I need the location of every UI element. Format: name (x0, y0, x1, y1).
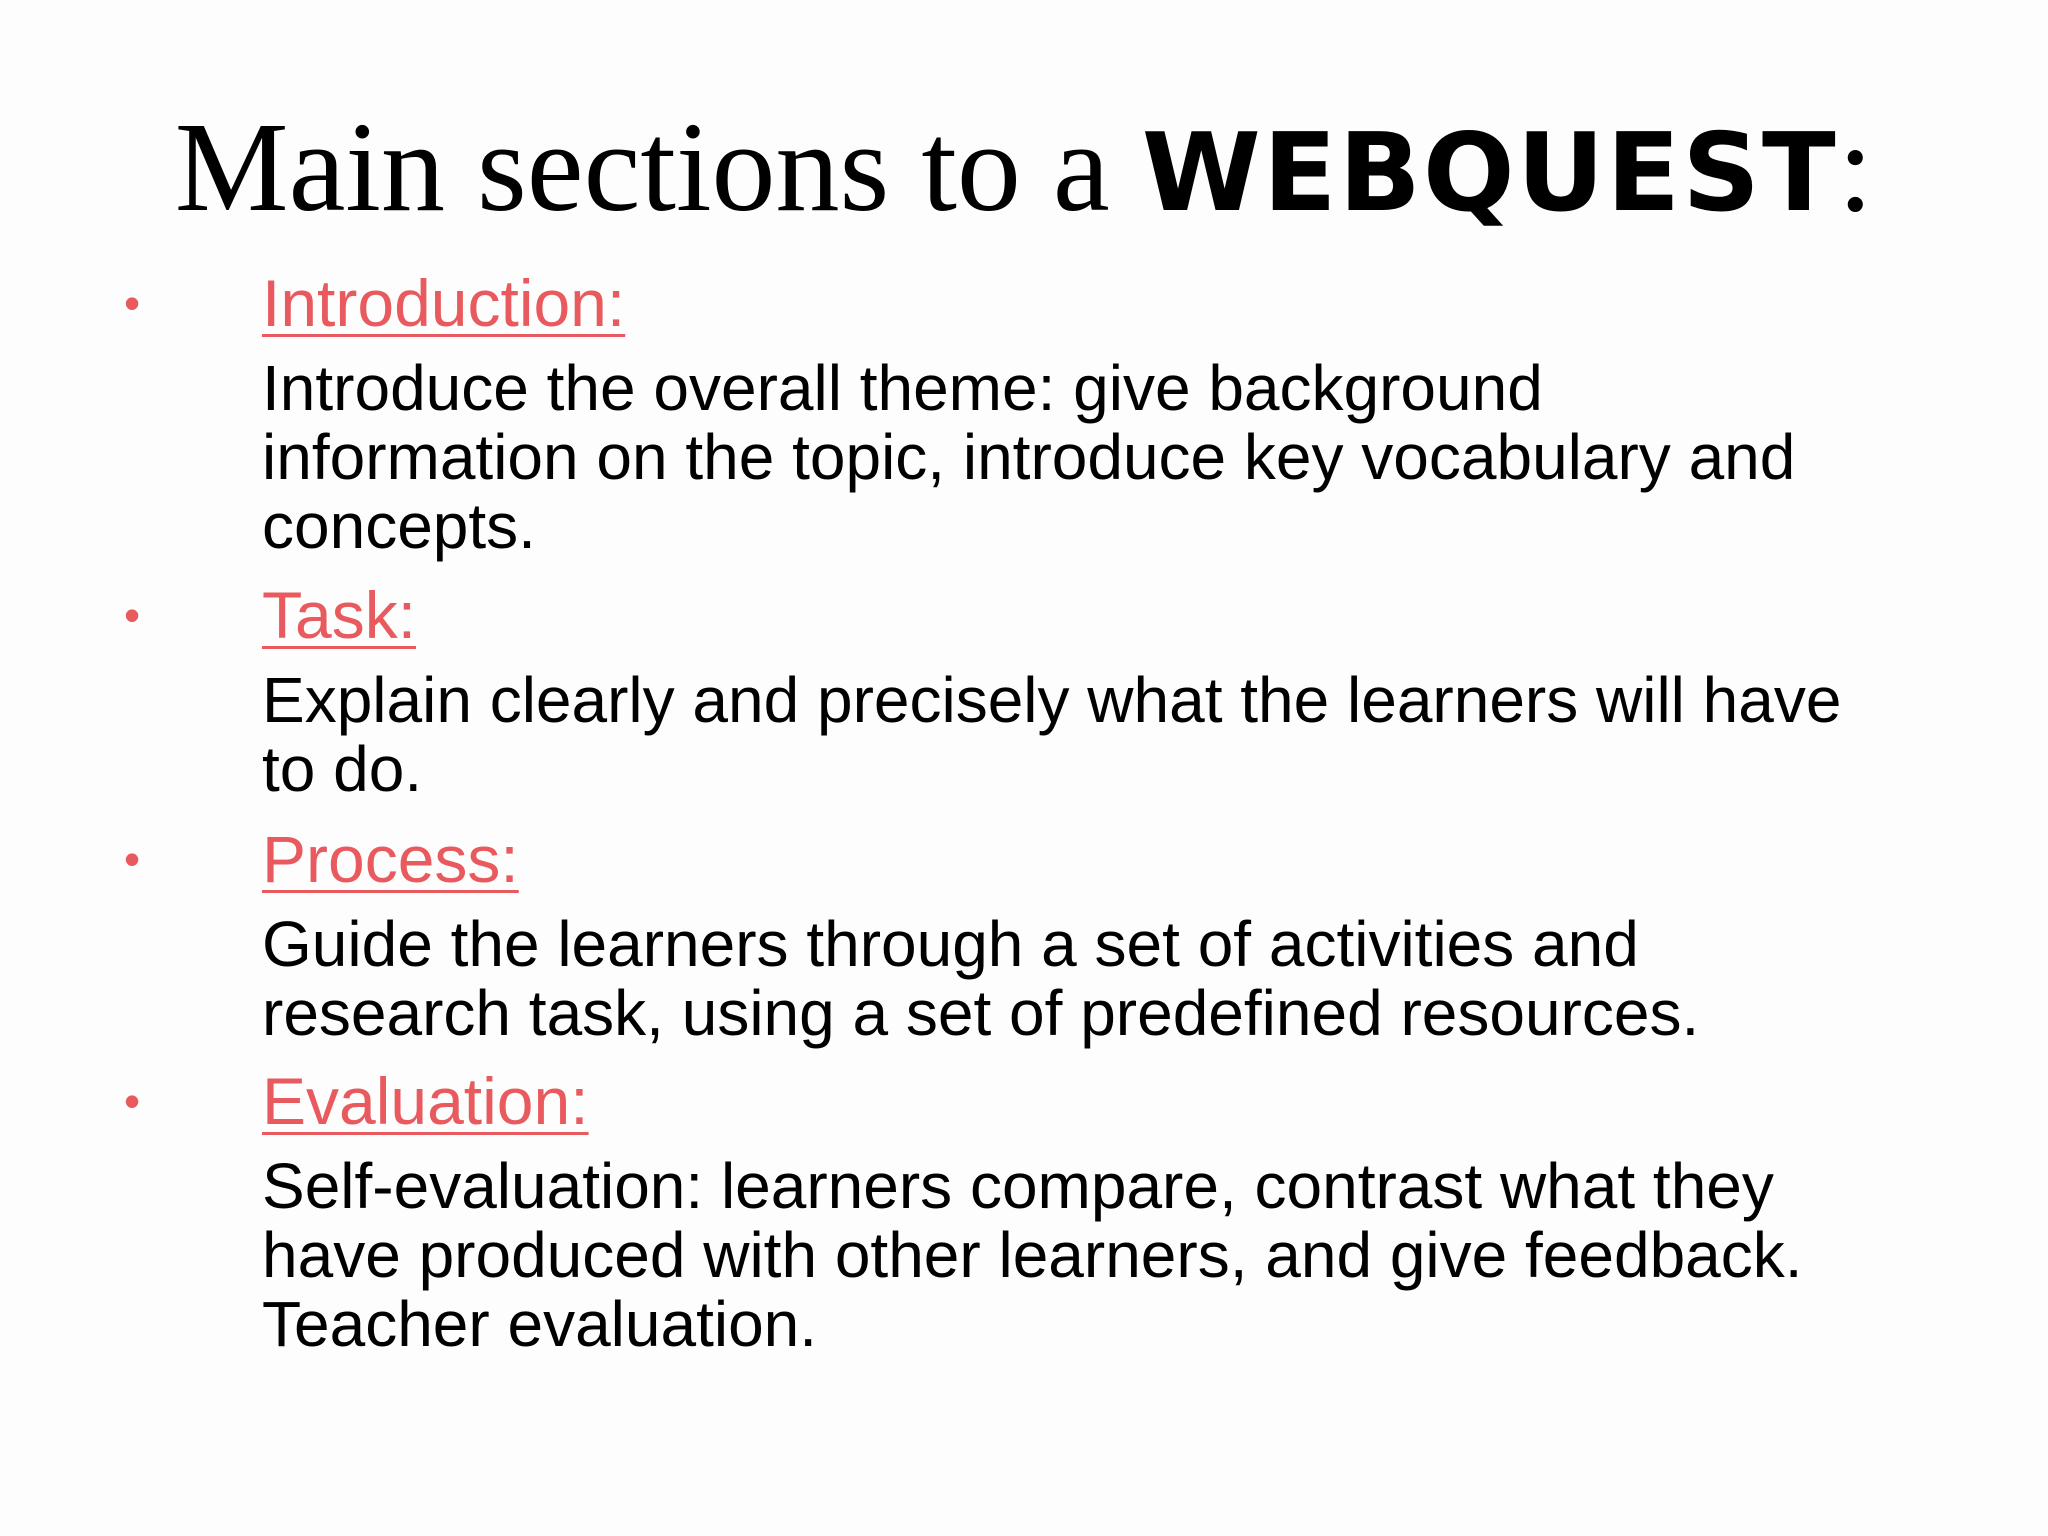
description-line: Introduce the overall theme: give background (262, 352, 1543, 424)
section-description-evaluation (262, 1152, 1982, 1359)
description-line: have produced with other learners, and give feedback. (262, 1219, 1803, 1291)
description-line: Self-evaluation: learners compare, contrast what they (262, 1150, 1774, 1222)
description-line: concepts. (262, 490, 536, 562)
section-heading-evaluation[interactable]: Evaluation: (262, 1064, 589, 1138)
title-main: Main sections to a (174, 96, 1142, 238)
section-description-introduction (262, 354, 1982, 561)
bullet-icon: • (124, 277, 141, 329)
description-line: Teacher evaluation. (262, 1288, 818, 1360)
description-line: to do. (262, 733, 423, 805)
description-line: Guide the learners through a set of activities and (262, 908, 1639, 980)
section-heading-task[interactable]: Task: (262, 578, 417, 652)
description-line: research task, using a set of predefined resources. (262, 977, 1700, 1049)
description-line: information on the topic, introduce key vocabulary and (262, 421, 1796, 493)
section-description-process (262, 910, 1982, 1048)
bullet-icon: • (124, 589, 141, 641)
slide-title (0, 92, 2048, 249)
bullet-icon: • (124, 833, 141, 885)
description-line: Explain clearly and precisely what the learners will have (262, 664, 1842, 736)
title-end: : (1837, 96, 1874, 238)
section-heading-process[interactable]: Process: (262, 822, 519, 896)
section-description-task (262, 666, 1982, 804)
bullet-icon: • (124, 1075, 141, 1127)
section-heading-introduction[interactable]: Introduction: (262, 266, 626, 340)
title-emphasis: WEBQUEST (1141, 111, 1838, 236)
